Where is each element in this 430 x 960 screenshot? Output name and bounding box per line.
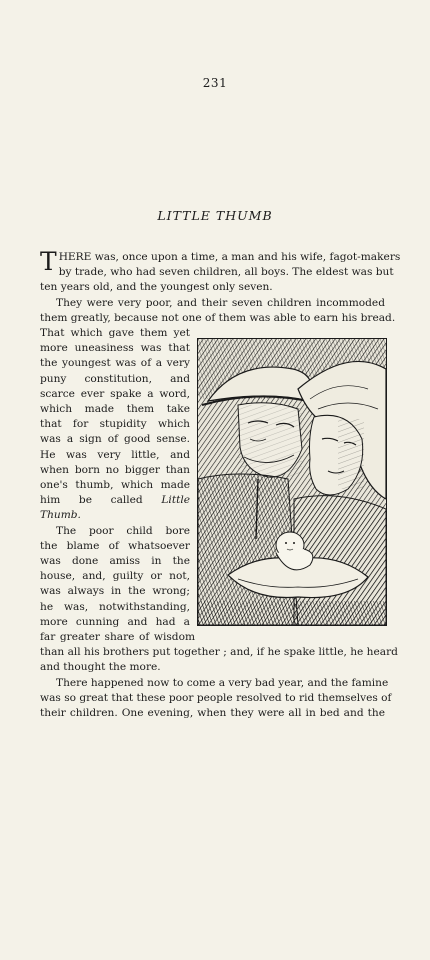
text-line: was always in the wrong;: [40, 585, 190, 598]
text-line: the youngest was of a very: [40, 357, 190, 370]
text-fragment: him be called: [40, 494, 162, 507]
engraving-illustration: [197, 338, 387, 626]
name-italic: Little: [161, 494, 190, 507]
text-line: the blame of whatsoever: [40, 539, 190, 552]
text-line: house, and, guilty or not,: [40, 570, 190, 583]
text-line: The poor child bore: [56, 524, 190, 537]
text-line: more cunning and had a: [40, 615, 190, 628]
text-line: them greatly, because not one of them was able to earn his bread.: [40, 311, 396, 324]
text-line: There happened now to come a very bad year, and the famine: [56, 676, 389, 689]
illustration-drawing: [198, 339, 386, 625]
text-line: and thought the more.: [40, 661, 161, 674]
text-line: He was very little, and: [40, 448, 190, 461]
text-line: he was, notwithstanding,: [40, 600, 190, 613]
paragraph-1: [40, 247, 401, 296]
text-line: ten years old, and the youngest only seven.: [40, 281, 273, 294]
text-line: one's thumb, which made: [40, 479, 190, 492]
page-number: 231: [202, 76, 228, 90]
text-line: than all his brothers put together ; and, if he spake little, he heard: [40, 646, 398, 659]
text-line: when born no bigger than: [40, 463, 190, 476]
text-line: far greater share of wisdom: [40, 631, 195, 644]
chapter-title: LITTLE THUMB: [157, 208, 273, 223]
text-line: puny constitution, and: [40, 372, 190, 385]
text-line: their children. One evening, when they were all in bed and the: [40, 707, 385, 720]
paragraph-4: [40, 676, 392, 722]
text-line: That which gave them yet: [40, 327, 190, 340]
text-line: was a sign of good sense.: [40, 433, 190, 446]
name-italic: Thumb.: [40, 509, 81, 522]
text-line: [40, 493, 190, 508]
text-line: [40, 508, 190, 523]
text-line: was done amiss in the: [40, 555, 190, 568]
text-line: that for stupidity which: [40, 418, 190, 431]
text-line: was so great that these poor people resolved to rid themselves of: [40, 691, 392, 704]
text-line: They were very poor, and their seven children incommoded: [56, 296, 385, 309]
text-line: more uneasiness was that: [40, 342, 190, 355]
drop-cap: T: [40, 247, 57, 276]
text-line: scarce ever spake a word,: [40, 387, 190, 400]
text-line: which made them take: [40, 403, 190, 416]
text-line: by trade, who had seven children, all boys. The eldest was but: [58, 266, 394, 279]
text-line: HERE was, once upon a time, a man and his wife, fagot-makers: [58, 251, 401, 263]
